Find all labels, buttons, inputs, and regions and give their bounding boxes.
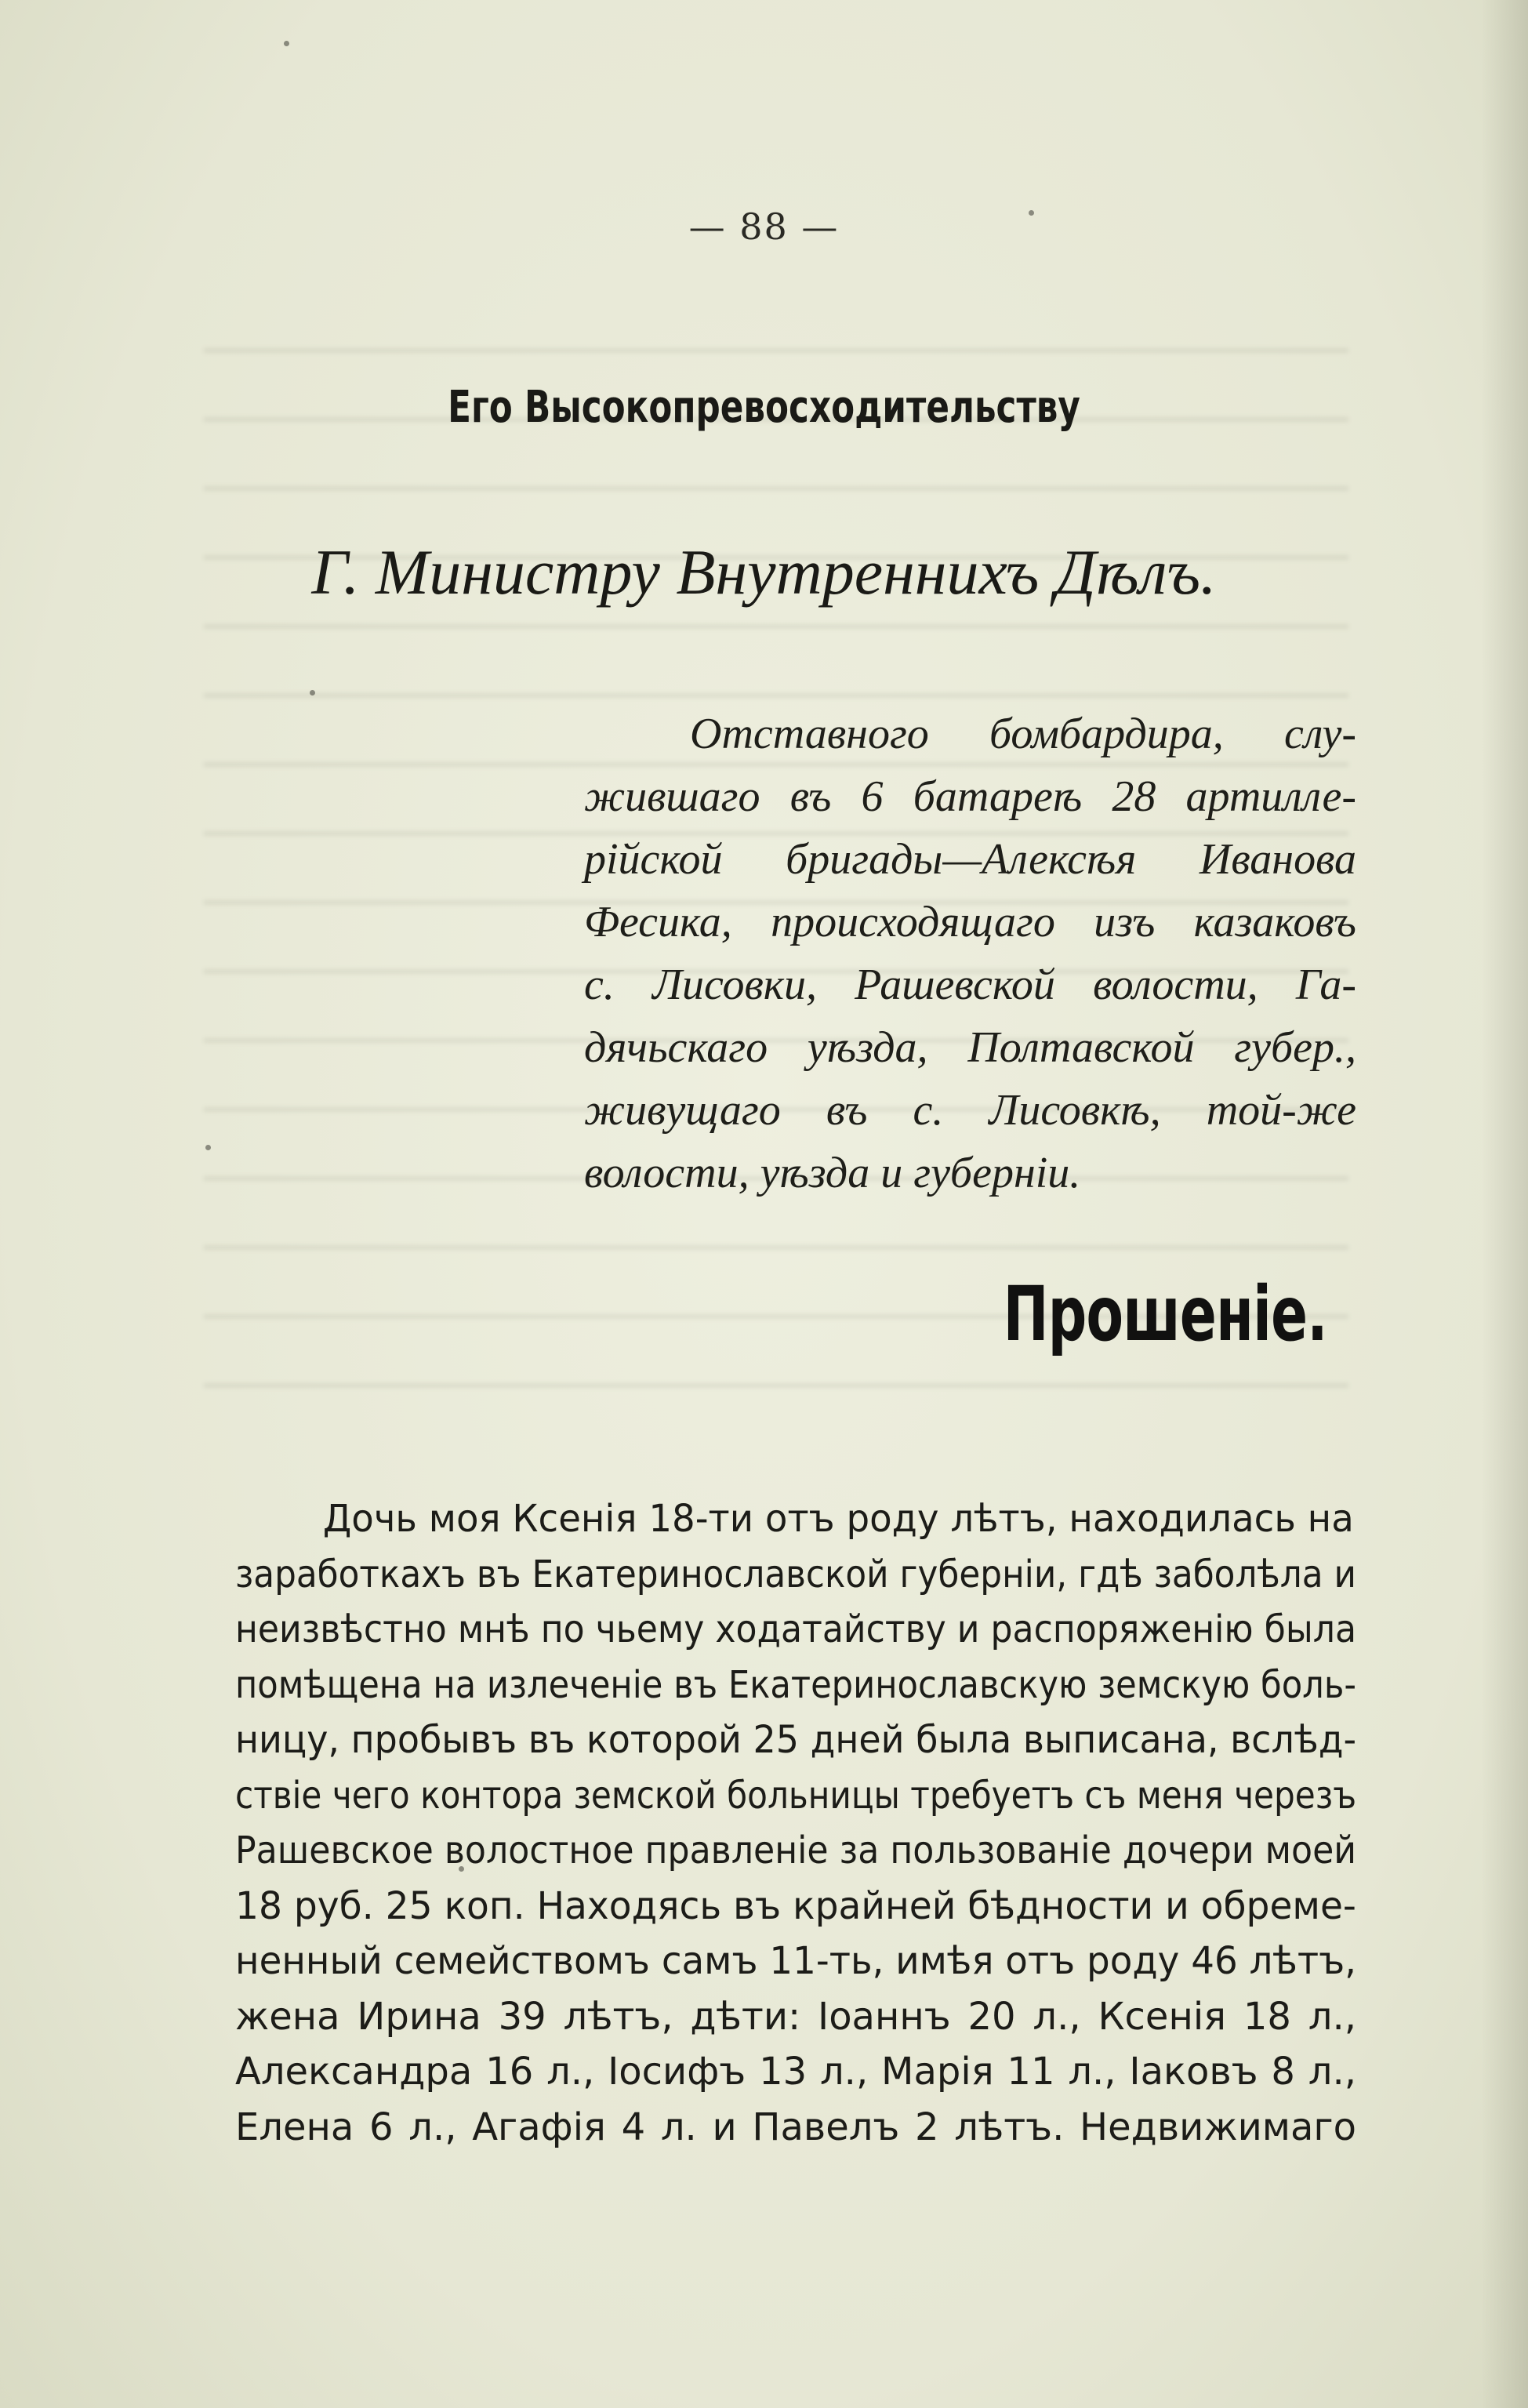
addressee-name: Г. Министру Внутреннихъ Дѣлъ. (311, 536, 1217, 608)
body-line: 18 руб. 25 коп. Находясь въ крайней бѣдности и обреме- (235, 1883, 1356, 1928)
page-number: — 88 — (688, 205, 840, 248)
petition-body (235, 1491, 1356, 2155)
body-line: Александра 16 л., Іосифъ 13 л., Марія 11 л., Іаковъ 8 л., (235, 2050, 1356, 2094)
sender-line: жившаго въ 6 батареѣ 28 артилле- (584, 772, 1356, 821)
body-line: Рашевское волостное правленіе за пользованіе дочери моей (235, 1829, 1357, 1872)
body-line: неизвѣстно мнѣ по чьему ходатайству и распоряженію была (235, 1607, 1356, 1651)
sender-line: с. Лисовки, Рашевской волости, Га- (584, 961, 1356, 1009)
page-spine-shadow (1481, 0, 1528, 2408)
paper-speck (205, 1145, 211, 1150)
body-line: жена Ирина 39 лѣтъ, дѣти: Іоаннъ 20 л., Ксенія 18 л., (235, 1994, 1356, 2039)
body-line: ствіе чего контора земской больницы требуетъ съ меня черезъ (235, 1773, 1357, 1818)
paper-speck (310, 690, 315, 696)
petition-heading: Прошеніе. (1003, 1270, 1327, 1358)
sender-line: Отставного бомбардира, слу- (690, 710, 1356, 758)
body-line: заработкахъ въ Екатеринославской губерніи, гдѣ заболѣла и (235, 1552, 1356, 1596)
addressee-title: Его Высокопревосходительству (448, 382, 1080, 433)
body-line: помѣщена на излеченіе въ Екатеринославскую земскую боль- (235, 1662, 1356, 1707)
body-line: Дочь моя Ксенія 18-ти отъ роду лѣтъ, находилась на (322, 1497, 1354, 1541)
sender-line: рійской бригады—Алексѣя Иванова (584, 835, 1356, 884)
sender-line: дячьскаго уѣзда, Полтавской губер., (584, 1023, 1356, 1072)
paper-speck (284, 41, 289, 46)
sender-block (584, 703, 1356, 1204)
sender-line: Фесика, происходящаго изъ казаковъ (584, 898, 1356, 946)
body-line: ненный семействомъ самъ 11-ть, имѣя отъ роду 46 лѣтъ, (235, 1939, 1356, 1983)
sender-line: волости, уѣзда и губерніи. (584, 1149, 1081, 1197)
sender-line: живущаго въ с. Лисовкѣ, той-же (584, 1086, 1356, 1135)
body-line: ницу, пробывъ въ которой 25 дней была выписана, вслѣд- (235, 1718, 1357, 1762)
body-line: Елена 6 л., Агафія 4 л. и Павелъ 2 лѣтъ. Недвижимаго (235, 2105, 1356, 2149)
